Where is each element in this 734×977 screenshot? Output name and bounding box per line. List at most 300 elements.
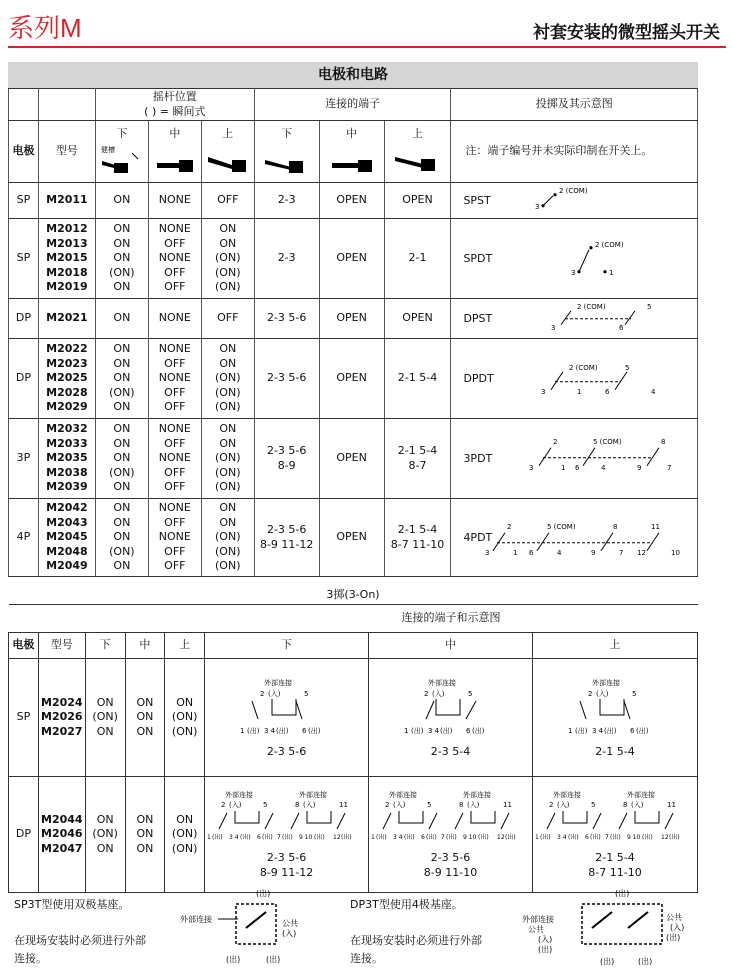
terminal-down-cell-line: 2-3 <box>277 251 296 265</box>
svg-text:1: 1 <box>206 834 211 841</box>
circuit-row <box>9 183 698 219</box>
svg-text:6: 6 <box>629 727 635 736</box>
svg-text:11: 11 <box>666 801 676 809</box>
lever-up-cell-line: (ON) <box>171 841 198 855</box>
lever-down-cell-line: ON <box>96 724 114 738</box>
section-band: 电极和电路 <box>8 62 698 88</box>
diag-in-label: (入) <box>630 801 644 809</box>
lever-down-cell-line: (ON) <box>109 465 135 479</box>
terminal-mid-cell <box>319 419 384 499</box>
diag-out-label: (出) <box>261 834 273 841</box>
svg-text:6: 6 <box>619 323 624 332</box>
diagram-terminal-line: 2-3 5-6 <box>430 851 471 864</box>
terminal-mid-cell <box>319 299 384 339</box>
lever-mid-cell-line: NONE <box>158 501 191 515</box>
diag-in-label: (入) <box>595 690 609 699</box>
svg-text:11: 11 <box>502 801 512 809</box>
model-cell-line: M2028 <box>46 385 88 399</box>
lever-down-cell <box>95 183 148 219</box>
svg-text:1: 1 <box>534 834 539 841</box>
lever-mid-cell-line: OFF <box>164 515 186 529</box>
diagram-terminal-line: 8-9 11-12 <box>259 865 314 879</box>
dp3t-common-left: 公共 <box>528 925 544 934</box>
down-header-2: 下 <box>85 633 125 659</box>
svg-text:2 (COM): 2 (COM) <box>577 302 607 311</box>
model-header-2: 型号 <box>38 633 85 659</box>
lever-mid-cell-line: ON <box>136 724 154 738</box>
diag-out-label: (出) <box>281 834 293 841</box>
lever-up-cell <box>201 499 254 577</box>
lever-mid-cell-line: NONE <box>158 193 191 207</box>
model-cell-line: M2045 <box>46 530 88 544</box>
model-cell-line: M2046 <box>41 827 83 841</box>
svg-text:8: 8 <box>613 522 618 531</box>
lever-up-cell-line: ON <box>176 812 194 826</box>
lever-up-cell-line: (ON) <box>215 385 241 399</box>
terminal-up-cell <box>384 419 451 499</box>
pole-cell: SP <box>9 219 39 299</box>
model-cell-line: M2012 <box>46 222 88 236</box>
model-cell-line: M2043 <box>46 515 88 529</box>
svg-text:2: 2 <box>553 437 558 446</box>
diag-ext-label: 外部连接 <box>462 791 491 799</box>
model-cell-line: M2024 <box>41 695 83 709</box>
lever-up-label: 上 <box>222 127 234 140</box>
three-throw-rows <box>9 659 698 893</box>
pole-header: 电极 <box>9 121 39 183</box>
svg-text:3: 3 <box>571 268 576 277</box>
diag-out-label: (出) <box>340 834 352 841</box>
lever-mid-cell <box>148 339 201 419</box>
dp3t-switch-diagram <box>371 789 531 849</box>
svg-text:3 4: 3 4 <box>591 727 604 736</box>
throw-cell <box>451 339 698 419</box>
svg-text:1: 1 <box>239 727 245 736</box>
circuit-table <box>8 88 698 577</box>
lever-down-cell-line: (ON) <box>92 710 118 724</box>
diag-in-label: (入) <box>302 801 316 809</box>
terminal-mid-cell-line: OPEN <box>336 371 367 385</box>
diag-out-label: (出) <box>313 834 325 841</box>
diag-out-label: (出) <box>211 834 223 841</box>
svg-text:7: 7 <box>667 463 672 472</box>
terminal-up-cell <box>384 219 451 299</box>
model-cell-line: M2033 <box>46 436 88 450</box>
terminal-mid-cell-line: OPEN <box>336 251 367 265</box>
svg-text:8: 8 <box>294 801 300 809</box>
svg-text:3 4: 3 4 <box>556 834 567 841</box>
lever-up-cell-line: (ON) <box>215 371 241 385</box>
diag-ext-label: 外部连接 <box>298 791 327 799</box>
svg-text:5: 5 <box>426 801 431 809</box>
sp3t-common-label: 公共 <box>282 919 298 928</box>
svg-text:12: 12 <box>496 834 505 841</box>
lever-up-cell-line: (ON) <box>215 280 241 294</box>
svg-text:9 10: 9 10 <box>626 834 641 841</box>
model-cell <box>38 219 95 299</box>
svg-text:3 4: 3 4 <box>427 727 439 736</box>
model-cell-line: M2021 <box>46 311 88 325</box>
4pdt-diagram <box>451 500 691 570</box>
three-throw-row <box>9 659 698 777</box>
diag-out-label: (出) <box>307 727 321 736</box>
dp3t-switch-diagram <box>207 789 367 849</box>
diag-out-label: (出) <box>635 727 649 736</box>
lever-down-cell-line: ON <box>113 559 131 573</box>
diagram-terminal-line: 2-3 5-4 <box>430 745 471 759</box>
lever-mid-cell-line: ON <box>136 695 154 709</box>
lever-down-cell-line: ON <box>96 812 114 826</box>
throw-cell <box>451 419 698 499</box>
lever-mid-cell-line: OFF <box>164 465 186 479</box>
lever-up-cell-line: ON <box>219 356 237 370</box>
lever-up-cell-line: (ON) <box>215 559 241 573</box>
diagram-terminal-line: 2-1 5-4 <box>595 745 635 759</box>
circuit-row <box>9 419 698 499</box>
lever-down-cell-line: ON <box>113 501 131 515</box>
lever-mid-cell-line: NONE <box>158 251 191 265</box>
terminal-up-cell <box>384 339 451 419</box>
svg-text:12: 12 <box>660 834 669 841</box>
rocker-down-icon <box>259 141 319 181</box>
svg-text:12: 12 <box>332 834 341 841</box>
lever-mid-cell-line: NONE <box>158 222 191 236</box>
terminal-down-cell-line: 2-3 <box>277 193 296 207</box>
lever-up-cell <box>201 339 254 419</box>
sp3t-ext-label: 外部连接 <box>180 915 212 924</box>
diag-in-label: (入) <box>392 801 405 809</box>
svg-text:2: 2 <box>423 690 428 699</box>
svg-text:6: 6 <box>420 834 425 841</box>
model-cell-line: M2032 <box>46 422 88 436</box>
lever-mid-cell-line: OFF <box>164 265 186 279</box>
lever-down-cell-line: ON <box>113 356 131 370</box>
lever-mid-cell-line: ON <box>136 812 154 826</box>
svg-text:10: 10 <box>671 548 681 557</box>
footer-left-line-1: SP3T型使用双极基座。 <box>14 898 130 911</box>
sp3t-out-right: (出) <box>266 955 281 964</box>
svg-text:9: 9 <box>637 463 642 472</box>
lever-up-cell-line: (ON) <box>215 451 241 465</box>
diag-out-label: (出) <box>641 834 653 841</box>
lever-down-cell-line: (ON) <box>92 827 118 841</box>
diag-ext-label: 外部连接 <box>224 791 253 799</box>
terminal-down-cell <box>254 183 319 219</box>
lever-down-cell-line: ON <box>96 841 114 855</box>
lever-down-cell-line: ON <box>113 342 131 356</box>
svg-text:1: 1 <box>513 548 518 557</box>
footer-left-line-3: 连接。 <box>14 952 47 965</box>
lever-mid-cell <box>148 183 201 219</box>
pole-cell: SP <box>9 659 39 777</box>
lever-up-cell-line: ON <box>219 342 237 356</box>
diag-down-header: 下 <box>205 633 369 659</box>
svg-text:5: 5 <box>625 363 630 372</box>
model-cell <box>38 339 95 419</box>
lever-mid-cell-line: OFF <box>164 356 186 370</box>
lever-mid-cell-line: OFF <box>164 480 186 494</box>
svg-text:5: 5 <box>590 801 596 809</box>
sp3t-switch-diagram <box>540 675 690 745</box>
terminal-down-cell <box>254 339 319 419</box>
throw-cell <box>451 219 698 299</box>
rocker-mid-icon <box>324 141 384 181</box>
lever-down-cell-line: ON <box>96 695 114 709</box>
pole-cell: DP <box>9 777 39 893</box>
dp3t-out-left: (出) <box>538 945 553 954</box>
lever-down-cell-line: ON <box>113 222 131 236</box>
diag-out-label: (出) <box>567 834 579 841</box>
terminal-mid-cell-line: OPEN <box>336 530 367 544</box>
diag-out-label: (出) <box>425 834 437 841</box>
diag-in-label: (入) <box>267 690 281 699</box>
sp3t-switch-diagram <box>376 675 526 745</box>
terminal-mid-cell <box>319 339 384 419</box>
lever-up-cell-line: (ON) <box>171 724 198 738</box>
dp3t-base-diagram <box>520 884 700 970</box>
svg-text:2: 2 <box>587 690 593 699</box>
lever-up-cell-line: (ON) <box>215 251 241 265</box>
terminal-down-cell <box>254 219 319 299</box>
lever-down-cell <box>95 299 148 339</box>
throw-header: 投掷及其示意图 <box>451 89 698 121</box>
terminal-down-cell-line: 2-3 5-6 <box>266 311 307 325</box>
diagram-cell <box>205 777 369 893</box>
throw-label: DPST <box>463 311 493 325</box>
svg-text:6: 6 <box>605 387 610 396</box>
footer-right-line-3: 连接。 <box>350 952 383 965</box>
terminal-down-cell-line: 2-3 5-6 <box>266 523 307 536</box>
pole-cell: DP <box>9 299 39 339</box>
lever-up-cell-line: (ON) <box>171 710 198 724</box>
model-cell-line: M2047 <box>41 841 83 855</box>
svg-text:1: 1 <box>561 463 566 472</box>
throw-label: 4PDT <box>463 530 493 544</box>
lever-up-cell <box>201 299 254 339</box>
diag-ext-label: 外部连接 <box>263 679 292 688</box>
rocker-up-icon <box>389 141 449 181</box>
pole-cell: 3P <box>9 419 39 499</box>
diagram-cell <box>532 659 697 777</box>
diag-in-label: (入) <box>466 801 479 809</box>
up-header-2: 上 <box>165 633 205 659</box>
diagram-terminal-line: 2-3 5-6 <box>266 745 307 759</box>
diagram-terminal-line: 2-1 5-4 <box>595 851 635 864</box>
terminal-up-cell-line: 2-1 5-4 <box>397 523 438 536</box>
model-cell-line: M2048 <box>46 544 88 558</box>
terminal-note: 注：端子编号并未实际印制在开关上。 <box>451 121 698 183</box>
circuit-rows <box>9 183 698 577</box>
terminal-up-cell-line: 2-1 5-4 <box>397 371 438 385</box>
terminal-up-cell-line: 2-1 <box>408 251 427 265</box>
model-cell <box>38 777 85 893</box>
three-throw-row <box>9 777 698 893</box>
svg-text:11: 11 <box>651 522 661 531</box>
page-title: 衬套安装的微型摇头开关 <box>533 23 720 43</box>
diagram-cell <box>369 777 533 893</box>
lever-up-cell-line: ON <box>219 422 237 436</box>
model-cell-line: M2044 <box>41 812 83 826</box>
diag-out-label: (出) <box>275 727 289 736</box>
svg-text:3: 3 <box>529 463 534 472</box>
terminal-up-cell-line: OPEN <box>402 311 433 325</box>
lever-mid-cell <box>148 499 201 577</box>
diag-out-label: (出) <box>246 727 260 736</box>
svg-text:2: 2 <box>384 801 389 809</box>
svg-text:11: 11 <box>338 801 348 809</box>
model-cell-line: M2039 <box>46 480 88 494</box>
diag-up-header: 上 <box>532 633 697 659</box>
lever-mid-cell-line: OFF <box>164 236 186 250</box>
svg-text:3: 3 <box>551 323 556 332</box>
rocker-up-icon <box>204 141 254 181</box>
svg-text:1: 1 <box>567 727 573 736</box>
lever-mid-cell-line: NONE <box>158 342 191 356</box>
footer-right-line-2: 在现场安装时必须进行外部 <box>350 934 482 947</box>
svg-text:4: 4 <box>601 463 606 472</box>
svg-text:2: 2 <box>507 522 512 531</box>
lever-header: 摇杆位置 <box>152 90 197 103</box>
diag-out-label: (出) <box>439 727 452 736</box>
lever-down-cell-line: ON <box>113 400 131 414</box>
lever-down-cell-line: (ON) <box>109 544 135 558</box>
lever-mid-cell-line: ON <box>136 827 154 841</box>
model-cell <box>38 659 85 777</box>
svg-text:2 (COM): 2 (COM) <box>569 363 599 372</box>
svg-text:5 (COM): 5 (COM) <box>547 522 577 531</box>
lever-up-cell-line: (ON) <box>215 530 241 544</box>
lever-up-cell-line: ON <box>219 515 237 529</box>
svg-text:9 10: 9 10 <box>298 834 312 841</box>
terminal-mid-cell-line: OPEN <box>336 311 367 325</box>
lever-up-cell-line: ON <box>219 436 237 450</box>
lever-up-cell-line: (ON) <box>215 480 241 494</box>
lever-mid-cell-line: OFF <box>164 385 186 399</box>
lever-mid-cell-line: ON <box>136 710 154 724</box>
svg-text:6: 6 <box>301 727 307 736</box>
terminal-up-cell <box>384 499 451 577</box>
diag-out-label: (出) <box>574 727 588 736</box>
lever-up-cell-line: (ON) <box>215 465 241 479</box>
svg-text:6: 6 <box>584 834 589 841</box>
model-cell-line: M2018 <box>46 265 88 279</box>
svg-text:2 (COM): 2 (COM) <box>559 186 589 195</box>
model-cell-line: M2038 <box>46 465 88 479</box>
terminal-down-cell-line: 8-9 11-12 <box>259 537 314 551</box>
dpst-diagram <box>451 298 691 334</box>
lever-mid-cell <box>148 219 201 299</box>
circuit-row <box>9 299 698 339</box>
sp3t-base-diagram <box>178 884 308 970</box>
terminal-down-cell <box>254 299 319 339</box>
svg-text:8: 8 <box>661 437 666 446</box>
lever-down-cell-line: ON <box>113 280 131 294</box>
rocker-down-icon <box>98 141 148 181</box>
lever-up-cell-line: OFF <box>217 311 239 325</box>
lever-up-cell <box>165 777 205 893</box>
dp3t-in-right: (入) <box>670 923 685 932</box>
diag-out-label: (出) <box>445 834 457 841</box>
model-cell-line: M2011 <box>46 193 88 207</box>
svg-text:5: 5 <box>262 801 268 809</box>
svg-text:6: 6 <box>465 727 470 736</box>
model-cell-line: M2015 <box>46 251 88 265</box>
diag-in-label: (入) <box>228 801 242 809</box>
lever-down-cell-line: ON <box>113 193 131 207</box>
svg-text:5: 5 <box>647 302 652 311</box>
terminal-mid-cell <box>319 183 384 219</box>
lever-down-header <box>95 121 148 183</box>
diag-in-label: (入) <box>431 690 444 699</box>
lever-down-cell <box>85 659 125 777</box>
svg-text:7: 7 <box>276 834 281 841</box>
diagram-cell <box>205 659 369 777</box>
svg-text:5: 5 <box>467 690 472 699</box>
svg-text:3: 3 <box>535 202 540 211</box>
lever-mid-header <box>148 121 201 183</box>
sp3t-out-top: (出) <box>256 889 271 898</box>
lever-mid-cell-line: ON <box>136 841 154 855</box>
model-cell-line: M2025 <box>46 371 88 385</box>
svg-text:2: 2 <box>220 801 226 809</box>
terminal-up-cell-line: OPEN <box>402 193 433 207</box>
svg-text:2: 2 <box>259 690 265 699</box>
svg-text:4: 4 <box>651 387 656 396</box>
series-title: 系列M <box>8 13 82 43</box>
lever-down-cell-line: (ON) <box>109 385 135 399</box>
lever-down-cell-line: ON <box>113 530 131 544</box>
lever-mid-cell <box>148 299 201 339</box>
terminal-down-cell <box>254 499 319 577</box>
svg-text:4: 4 <box>557 548 562 557</box>
term-mid-header <box>319 121 384 183</box>
pole-header-2: 电极 <box>9 633 39 659</box>
mid-header-2: 中 <box>125 633 165 659</box>
lever-mid-cell-line: NONE <box>158 311 191 325</box>
svg-text:3: 3 <box>485 548 490 557</box>
footer-left <box>14 896 146 968</box>
svg-text:12: 12 <box>637 548 647 557</box>
diag-ext-label: 外部连接 <box>591 679 620 688</box>
throw-cell <box>451 183 698 219</box>
model-cell-line: M2042 <box>46 501 88 515</box>
svg-text:7: 7 <box>604 834 609 841</box>
term-up-header <box>384 121 451 183</box>
lever-mid-label: 中 <box>169 127 181 140</box>
model-cell <box>38 499 95 577</box>
lever-down-cell-line: ON <box>113 515 131 529</box>
svg-text:5 (COM): 5 (COM) <box>593 437 623 446</box>
lever-up-cell-line: ON <box>176 695 194 709</box>
lever-up-cell <box>165 659 205 777</box>
lever-mid-cell-line: NONE <box>158 371 191 385</box>
terminal-down-cell-line: 2-3 5-6 <box>266 444 307 457</box>
lever-down-cell <box>95 499 148 577</box>
terminal-down-cell-line: 8-9 <box>277 458 296 472</box>
model-cell <box>38 183 95 219</box>
lever-mid-cell-line: OFF <box>164 559 186 573</box>
lever-down-cell-line: (ON) <box>109 265 135 279</box>
svg-text:6: 6 <box>575 463 580 472</box>
dp3t-out-top: (出) <box>615 889 630 898</box>
spdt-diagram <box>451 221 691 291</box>
svg-text:6: 6 <box>256 834 261 841</box>
term-up-label: 上 <box>411 127 423 140</box>
terminal-up-cell-line: 8-7 <box>408 458 427 472</box>
diag-ext-label: 外部连接 <box>388 791 417 799</box>
terminal-up-cell-line: 2-1 5-4 <box>397 444 438 457</box>
diag-ext-label: 外部连接 <box>552 791 581 799</box>
